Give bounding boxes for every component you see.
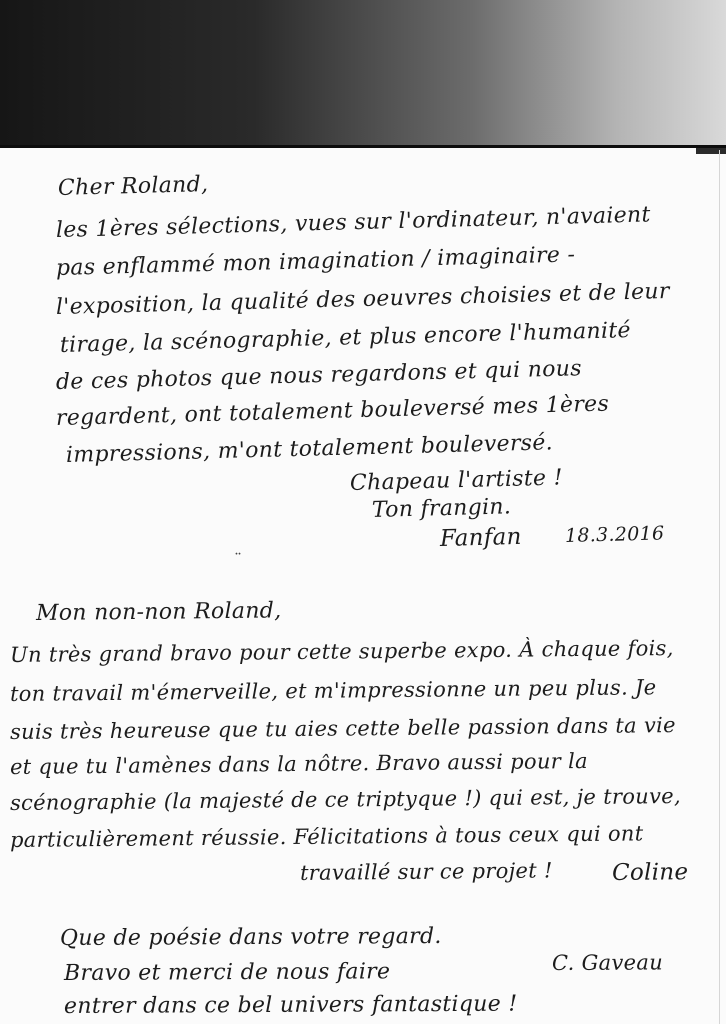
note-line: impressions, m'ont totalement bouleversé. xyxy=(65,430,554,468)
note-closing: Chapeau l'artiste ! xyxy=(349,465,564,496)
note-line: de ces photos que nous regardons et qui nous xyxy=(55,356,583,395)
note-line: entrer dans ce bel univers fantastique ! xyxy=(63,991,518,1019)
page-edge xyxy=(696,148,726,154)
note-line: pas enflammé mon imagination / imaginaire - xyxy=(55,242,576,281)
signature-fanfan: Fanfan xyxy=(439,523,523,552)
note-line: l'exposition, la qualité des oeuvres choisies et de leur xyxy=(55,278,670,320)
note-line: regardent, ont totalement bouleversé mes 1ères xyxy=(55,391,610,431)
note-line: Que de poésie dans votre regard. xyxy=(59,924,442,951)
note-line: ton travail m'émerveille, et m'impressionne un peu plus. Je xyxy=(9,675,657,706)
signature-gaveau: C. Gaveau xyxy=(551,950,664,975)
note-line: travaillé sur ce projet ! xyxy=(299,858,553,885)
note-line: Un très grand bravo pour cette superbe expo. À chaque fois, xyxy=(9,636,674,667)
note-line: suis très heureuse que tu aies cette belle passion dans ta vie xyxy=(9,713,676,744)
scanner-shadow-band xyxy=(0,0,726,148)
note-line: Bravo et merci de nous faire xyxy=(63,959,391,986)
note-line: scénographie (la majesté de ce triptyque !) qui est, je trouve, xyxy=(9,783,682,815)
note-line: les 1ères sélections, vues sur l'ordinateur, n'avaient xyxy=(55,202,651,243)
separator-mark: ¨ xyxy=(234,550,242,569)
signature-coline: Coline xyxy=(611,859,689,886)
note-line: et que tu l'amènes dans la nôtre. Bravo aussi pour la xyxy=(9,748,588,779)
note-salutation: Cher Roland, xyxy=(57,172,209,201)
note-line: particulièrement réussie. Félicitations à tous ceux qui ont xyxy=(9,821,644,852)
note-date: 18.3.2016 xyxy=(564,522,665,547)
note-salutation: Mon non-non Roland, xyxy=(35,598,282,626)
note-signoff: Ton frangin. xyxy=(371,494,512,523)
margin-line xyxy=(719,150,720,1024)
note-line: tirage, la scénographie, et plus encore l'humanité xyxy=(59,318,632,358)
